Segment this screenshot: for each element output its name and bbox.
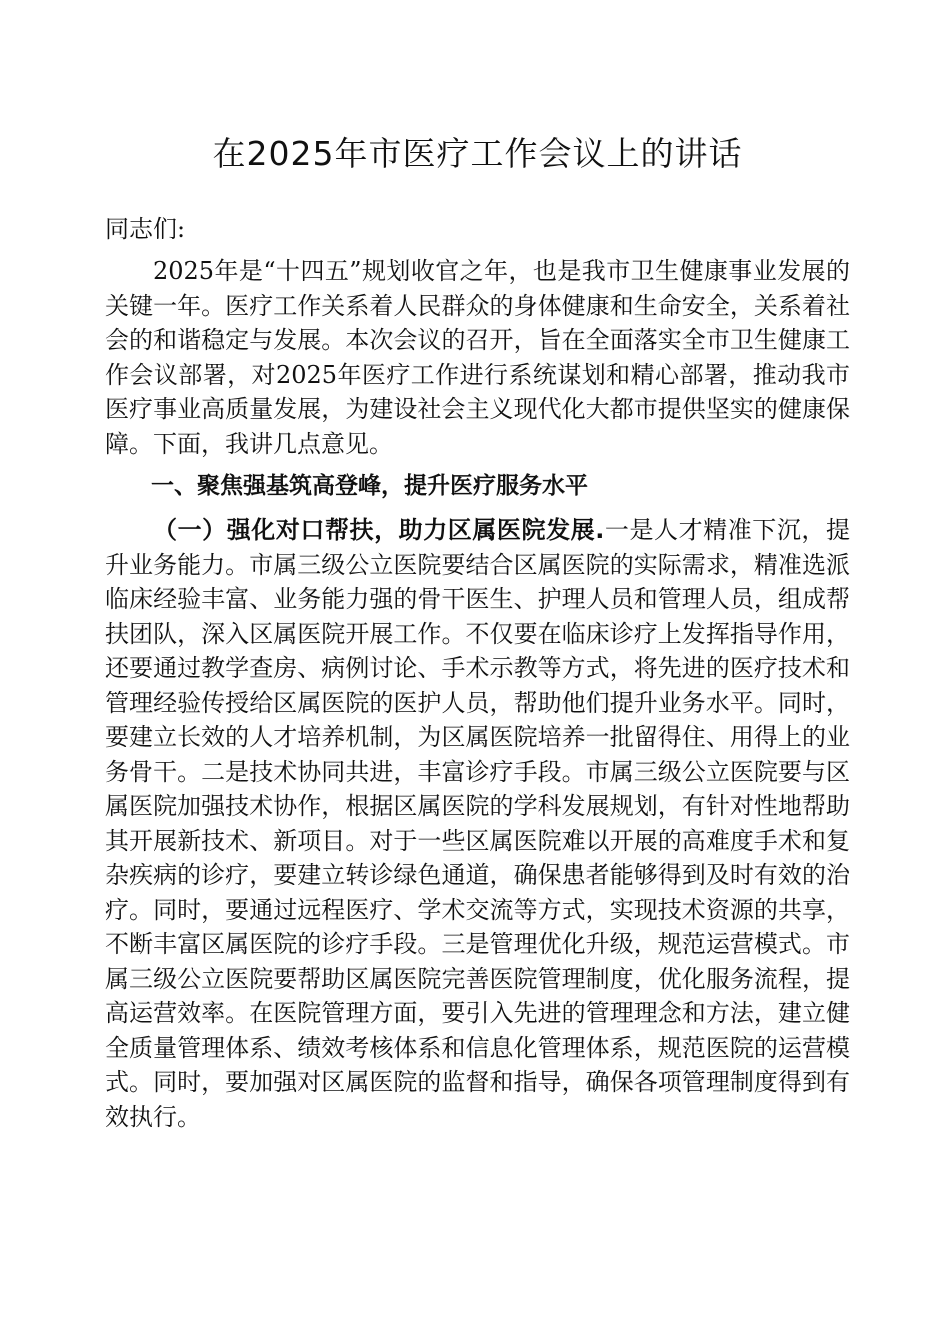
intro-paragraph: 2025年是“十四五”规划收官之年，也是我市卫生健康事业发展的关键一年。医疗工作关系着人民群众的身体健康和生命安全，关系着社会的和谐稳定与发展。本次会议的召开，旨在全面落实全市卫生健康工作会议部署，对2025年医疗工作进行系统谋划和精心部署，推动我市医疗事业高质量发展，为建设社会主义现代化大都市提供坚实的健康保障。下面，我讲几点意见。 (105, 257, 850, 458)
subsection-body-1: 一是人才精准下沉，提升业务能力。市属三级公立医院要结合区属医院的实际需求，精准选派临床经验丰富、业务能力强的骨干医生、护理人员和管理人员，组成帮扶团队，深入区属医院开展工作。不仅要在临床诊疗上发挥指导作用，还要通过教学查房、病例讨论、手术示教等方式，将先进的医疗技术和管理经验传授给区属医院的医护人员，帮助他们提升业务水平。同时，要建立长效的人才培养机制，为区属医院培养一批留得住、用得上的业务骨干。二是技术协同共进，丰富诊疗手段。市属三级公立医院要与区属医院加强技术协作，根据区属医院的学科发展规划，有针对性地帮助其开展新技术、新项目。对于一些区属医院难以开展的高难度手术和复杂疾病的诊疗，要建立转诊绿色通道，确保患者能够得到及时有效的治疗。同时，要通过远程医疗、学术交流等方式，实现技术资源的共享，不断丰富区属医院的诊疗手段。三是管理优化升级，规范运营模式。市属三级公立医院要帮助区属医院完善医院管理制度，优化服务流程，提高运营效率。在医院管理方面，要引入先进的管理理念和方法，建立健全质量管理体系、绩效考核体系和信息化管理体系，规范医院的运营模式。同时，要加强对区属医院的监督和指导，确保各项管理制度得到有效执行。 (105, 516, 850, 1131)
salutation: 同志们: (105, 215, 186, 243)
section-heading-1: 一、聚焦强基筑高登峰，提升医疗服务水平 (151, 473, 588, 499)
document-page (105, 130, 850, 1134)
subsection-paragraph-1 (105, 513, 850, 1134)
subsection-lead-1: （一）强化对口帮扶，助力区属医院发展. (153, 516, 605, 544)
document-title: 在2025年市医疗工作会议上的讲话 (212, 134, 743, 173)
